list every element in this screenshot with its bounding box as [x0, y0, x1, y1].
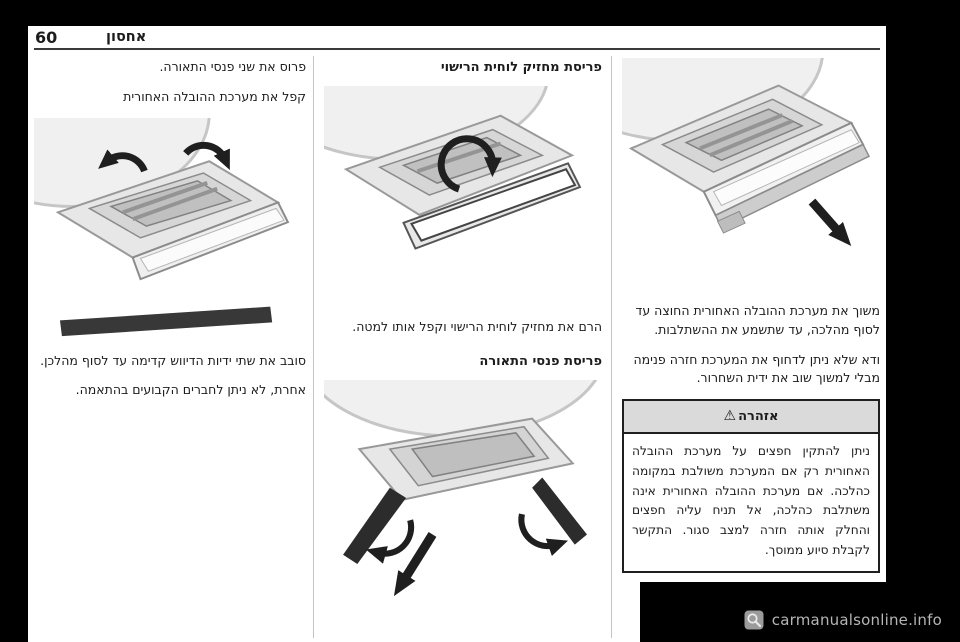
column-divider	[611, 56, 612, 638]
instruction-fold-carrier: קפל את מערכת ההובלה האחורית	[123, 88, 306, 104]
column-left	[34, 58, 306, 411]
warning-text: ניתן להתקין חפצים על מערכת ההובלה האחורית רק אם המערכת משולבת במקומה כהלכה. אם מערכת ההובלה האחורית אינה משתלבת כהלכה, אל תניח עליה חפצים והחלק אותה חזרה למצב סגור. התקשר לקבלת סיוע ממוסך.	[622, 434, 880, 573]
heading-license-plate: פריסת מחזיק לוחית הרישוי	[440, 60, 602, 75]
instruction-check-engaged: ודא שלא ניתן לדחוף את המערכת חזרה פנימה מבלי למשוך שוב את ידית השחרור.	[633, 351, 880, 386]
carrier-pull-out-icon	[622, 58, 880, 294]
figure-carrier-pull-out-illustration	[622, 58, 880, 294]
section-title: אחסון	[106, 29, 147, 45]
warning-title: אזהרה	[738, 409, 779, 424]
heading-tail-lamps: פריסת פנסי התאורה	[479, 354, 602, 370]
page-number: 60	[35, 28, 58, 47]
license-plate-fold-icon	[324, 86, 602, 310]
figure-license-plate-illustration	[324, 86, 602, 310]
figure-tail-lamps-illustration	[324, 380, 602, 630]
column-right	[622, 58, 880, 573]
instruction-pull-out: משוך את מערכת ההובלה האחורית החוצה עד לסוף מהלכה, עד שתשמע את ההשתלבות.	[635, 303, 880, 337]
header-rule	[34, 48, 880, 50]
column-middle	[324, 58, 602, 638]
warning-box	[622, 399, 880, 573]
pedal-cranks-rotate-icon	[34, 118, 306, 344]
instruction-fold-out-lamps: פרוס את שני פנסי התאורה.	[159, 59, 306, 74]
instruction-license-plate: הרם את מחזיק לוחית הרישוי וקפל אותו למטה.	[352, 318, 602, 334]
carmanualsonline-logo-icon	[744, 610, 764, 630]
warning-icon: ⚠	[723, 408, 737, 424]
manual-page	[28, 26, 886, 642]
watermark-link[interactable]	[744, 610, 942, 630]
figure-pedal-cranks-illustration	[34, 118, 306, 344]
warning-header	[622, 399, 880, 434]
instruction-rotate-cranks: סובב את שתי ידיות הדיווש קדימה עד לסוף מהלכן.	[40, 352, 306, 368]
tail-lamps-fold-icon	[324, 380, 602, 630]
column-divider	[313, 56, 314, 638]
note-otherwise: אחרת, לא ניתן לחברים הקבועים בהתאמה.	[75, 382, 306, 398]
watermark-text: carmanualsonline.info	[771, 611, 942, 629]
